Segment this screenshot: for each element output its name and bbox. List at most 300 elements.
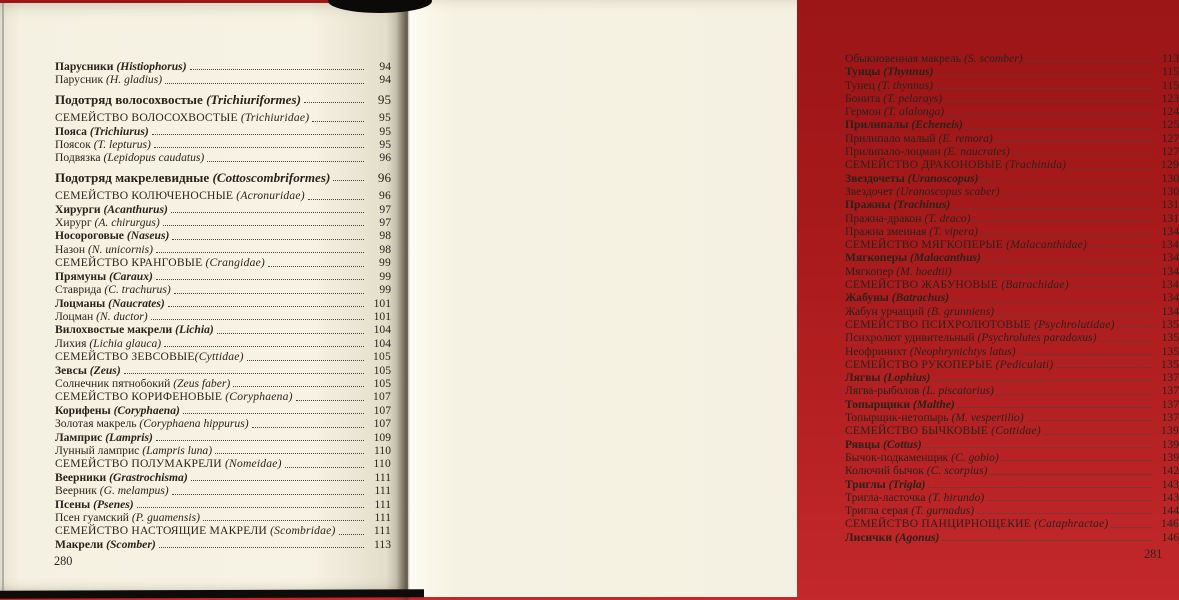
dot-leader [937, 75, 1152, 76]
latin-name: (Pediculati) [995, 357, 1054, 371]
entry-page-number: 105 [373, 363, 391, 377]
entry-title: Веерник (G. melampus) [55, 484, 169, 498]
toc-entry [845, 345, 1179, 358]
dot-leader [154, 147, 364, 148]
entry-page-number: 94 [379, 60, 391, 73]
latin-name: (Caraux) [109, 269, 153, 283]
toc-entry [55, 151, 391, 164]
entry-page-number: 101 [373, 309, 391, 323]
dot-leader [191, 480, 364, 481]
toc-entry [55, 364, 391, 377]
latin-name: (Uranoscopus scaber) [896, 184, 1000, 198]
dot-leader [203, 520, 364, 521]
entry-page-number: 134 [1161, 291, 1179, 305]
entry-page-number: 137 [1161, 384, 1179, 398]
entry-page-number: 105 [373, 350, 391, 364]
dot-leader [953, 208, 1152, 209]
entry-page-number: 142 [1161, 464, 1179, 478]
toc-entry [845, 291, 1179, 304]
toc-entry [55, 457, 391, 470]
dot-leader [171, 212, 364, 213]
latin-name: (Acronuridae) [236, 189, 305, 203]
latin-name: (T. thynnus) [877, 78, 933, 92]
entry-title: Псен гуамский (P. guamensis) [55, 511, 200, 524]
latin-name: (Psychrolutes paradoxus) [977, 331, 1097, 345]
toc-entry [55, 538, 391, 551]
entry-page-number: 134 [1161, 251, 1179, 265]
dot-leader [312, 121, 364, 122]
entry-page-number: 96 [377, 169, 391, 185]
toc-entry [55, 390, 391, 403]
dot-leader [168, 306, 364, 307]
entry-page-number: 131 [1161, 211, 1179, 225]
entry-title: Корифены (Coryphaena) [55, 403, 180, 417]
dot-leader [947, 114, 1152, 115]
dot-leader [952, 301, 1152, 302]
entry-title: Ставрида (C. trachurus) [55, 283, 171, 297]
entry-page-number: 134 [1161, 304, 1179, 318]
latin-name: (Batrachidae) [1001, 278, 1069, 292]
entry-title: Жабун урчащий (B. grunniens) [845, 304, 995, 318]
toc-entry [845, 331, 1179, 344]
toc-entry [845, 398, 1179, 411]
latin-name: (Histiophorus) [116, 60, 187, 73]
entry-title: СЕМЕЙСТВО БЫЧКОВЫЕ (Cottidae) [845, 424, 1041, 438]
latin-name: (Nomeidae) [224, 457, 282, 471]
latin-name: (Coryphaena) [113, 403, 180, 417]
toc-entry [845, 318, 1179, 331]
entry-title: Лунный ламприс (Lampris luna) [55, 443, 213, 457]
latin-name: (Scomber) [106, 537, 156, 551]
latin-name: (Lampris luna) [142, 443, 213, 457]
latin-name: (H. gladius) [106, 73, 163, 87]
entry-title: Колючий бычок (C. scorpius) [845, 464, 988, 478]
toc-entry [845, 424, 1179, 437]
toc-entry [55, 511, 391, 524]
latin-name: (Trichiuridae) [240, 111, 310, 125]
entry-page-number: 115 [1162, 65, 1179, 79]
latin-name: (Agonus) [894, 530, 940, 544]
dot-leader [1069, 168, 1152, 169]
toc-entry [845, 371, 1179, 384]
latin-name: (Uranoscopus) [907, 171, 979, 185]
entry-title: СЕМЕЙСТВО КОЛЮЧЕНОСНЫЕ (Acronuridae) [55, 189, 305, 203]
entry-title: СЕМЕЙСТВО ДРАКОНОВЫЕ (Trachinida) [845, 158, 1067, 172]
entry-page-number: 134 [1161, 264, 1179, 278]
toc-entry [55, 417, 391, 430]
latin-name: (Psychrolutidae) [1034, 317, 1115, 331]
latin-name: (Trachinida) [1005, 158, 1067, 172]
dot-leader [124, 373, 364, 374]
latin-name: (Trigla) [888, 477, 926, 491]
dot-leader [159, 547, 364, 548]
latin-name: (Cottoscombriformes) [212, 169, 331, 185]
entry-page-number: 107 [373, 417, 391, 431]
entry-title: Лисички (Agonus) [845, 530, 940, 544]
toc-entry [845, 225, 1179, 238]
latin-name: (Trichiurus) [89, 124, 149, 138]
entry-title: Парусники (Histiophorus) [55, 60, 187, 73]
toc-entry [845, 132, 1179, 145]
latin-name: (Trichiuriformes) [206, 91, 301, 107]
latin-name: (C. gobio) [951, 450, 999, 464]
dot-leader [1090, 247, 1152, 248]
entry-title: СЕМЕЙСТВО КОРИФЕНОВЫЕ (Coryphaena) [55, 390, 293, 404]
entry-page-number: 129 [1161, 158, 1179, 172]
toc-entry [55, 138, 391, 151]
entry-page-number: 104 [373, 336, 391, 350]
entry-title: Поясок (T. lepturus) [55, 138, 151, 152]
toc-entry [845, 79, 1179, 92]
latin-name: (T. vipera) [929, 224, 978, 238]
latin-name: (Cottus) [882, 437, 922, 451]
latin-name: (P. guamensis) [131, 511, 200, 524]
entry-page-number: 97 [379, 202, 391, 216]
toc-entry [55, 431, 391, 444]
dot-leader [958, 407, 1152, 408]
dot-leader [164, 346, 364, 347]
latin-name: (Neophrynichtys latus) [909, 344, 1016, 358]
entry-title: Подотряд волосохвостые (Trichiuriformes) [55, 91, 301, 107]
latin-name: (T. lepturus) [93, 138, 151, 152]
latin-name: (G. melampus) [99, 484, 169, 498]
entry-title: Жабуны (Batrachus) [845, 291, 950, 305]
latin-name: (B. grunniens) [927, 304, 995, 318]
entry-page-number: 111 [374, 470, 391, 484]
dot-leader [308, 199, 364, 200]
dot-leader [156, 279, 364, 280]
latin-name: (T. draco) [924, 211, 971, 225]
entry-page-number: 123 [1161, 91, 1179, 105]
dot-leader [165, 83, 364, 84]
entry-page-number: 107 [373, 403, 391, 417]
entry-page-number: 135 [1161, 317, 1179, 331]
toc-entry [845, 118, 1179, 131]
toc-list-right [845, 52, 1179, 544]
latin-name: (E. remora) [938, 131, 993, 145]
dot-leader [1026, 61, 1152, 62]
entry-title: Топырщики (Malthe) [845, 397, 955, 411]
entry-title: Пояса (Trichiurus) [55, 124, 149, 138]
latin-name: (E. naucrates) [943, 145, 1010, 159]
dot-leader [984, 261, 1152, 262]
latin-name: (C. scorpius) [926, 464, 988, 478]
toc-entry [845, 278, 1179, 291]
entry-title: Хирурги (Acanthurus) [55, 202, 168, 216]
entry-page-number: 109 [373, 430, 391, 444]
toc-entry [845, 212, 1179, 225]
entry-title: Мягкоперы (Malacanthus) [845, 251, 981, 265]
latin-name: (Lampris) [105, 430, 153, 444]
entry-page-number: 130 [1161, 171, 1179, 185]
dot-leader [925, 447, 1152, 448]
toc-entry [845, 438, 1179, 451]
entry-title: Золотая макрель (Coryphaena hippurus) [55, 417, 249, 431]
entry-title: Топырщик-нетопырь (M. vespertilio) [845, 411, 1024, 425]
toc-entry [845, 491, 1179, 504]
toc-entry [845, 384, 1179, 397]
entry-title: Психролют удивительный (Psychrolutes paradoxus) [845, 331, 1097, 345]
dot-leader [190, 69, 364, 70]
dot-leader [233, 386, 364, 387]
entry-title: Хирург (A. chirurgus) [55, 216, 160, 230]
entry-title: СЕМЕЙСТВО ЖАБУНОВЫЕ (Batrachidae) [845, 278, 1069, 292]
latin-name: (N. ductor) [96, 309, 148, 323]
entry-page-number: 139 [1161, 437, 1179, 451]
entry-page-number: 127 [1161, 145, 1179, 159]
toc-entry [55, 484, 391, 497]
toc-entry [845, 411, 1179, 424]
entry-page-number: 95 [379, 138, 391, 152]
toc-entry [845, 52, 1179, 65]
dot-leader [285, 467, 364, 468]
toc-entry [845, 65, 1179, 78]
latin-name: (Crangidae) [205, 256, 265, 270]
latin-name: (Cyttidae) [194, 350, 244, 364]
entry-page-number: 137 [1161, 371, 1179, 385]
dot-leader [933, 380, 1152, 381]
latin-name: (T. gurnadus) [911, 504, 975, 518]
toc-entry [845, 305, 1179, 318]
toc-entry [55, 256, 391, 269]
latin-name: (L. piscatorius) [922, 384, 994, 398]
entry-page-number: 124 [1161, 105, 1179, 119]
toc-entry [845, 517, 1179, 530]
entry-title: СЕМЕЙСТВО МЯГКОПЕРЫЕ (Malacanthidae) [845, 238, 1088, 252]
dot-leader [172, 494, 364, 495]
latin-name: (Grastrochisma) [109, 470, 188, 484]
entry-page-number: 110 [373, 457, 391, 471]
toc-entry [845, 265, 1179, 278]
entry-page-number: 143 [1161, 477, 1179, 491]
entry-page-number: 101 [373, 296, 391, 310]
entry-page-number: 135 [1161, 331, 1179, 345]
latin-name: (Trachinus) [893, 198, 951, 212]
entry-page-number: 107 [373, 390, 391, 404]
entry-title: Парусник (H. gladius) [55, 73, 163, 87]
dot-leader [942, 540, 1152, 541]
toc-entry [845, 478, 1179, 491]
entry-page-number: 134 [1161, 278, 1179, 292]
entry-page-number: 134 [1161, 224, 1179, 238]
entry-title: Неофринихт (Neophrynichtys latus) [845, 344, 1016, 358]
latin-name: (Zeus faber) [173, 376, 231, 390]
entry-title: Лихия (Lichia glauca) [55, 336, 162, 350]
dot-leader [1003, 194, 1152, 195]
entry-title: Вилохвостые макрели (Lichia) [55, 323, 214, 337]
toc-entry [55, 216, 391, 229]
entry-title: Макрели (Scomber) [55, 537, 156, 551]
entry-title: Гермон (T. alalonga) [845, 105, 945, 119]
entry-title: Мягкопер (M. hoedtii) [845, 264, 952, 278]
toc-entry [55, 125, 391, 138]
entry-page-number: 111 [373, 524, 391, 538]
entry-title: Пражна змеиная (T. vipera) [845, 224, 978, 238]
entry-title: Ламприс (Lampris) [55, 430, 153, 444]
latin-name: (T. alalonga) [883, 105, 945, 119]
dot-leader [928, 487, 1152, 488]
latin-name: (Thynnus) [883, 65, 934, 79]
dot-leader [268, 266, 364, 267]
entry-title: Лоцман (N. ductor) [55, 309, 148, 323]
entry-title: Зевсы (Zeus) [55, 363, 121, 377]
entry-title: Лягвы (Lophius) [845, 371, 931, 385]
entry-page-number: 104 [373, 323, 391, 337]
dot-leader [172, 239, 364, 240]
toc-entry [845, 185, 1179, 198]
latin-name: (A. chirurgus) [94, 216, 160, 230]
toc-entry [845, 531, 1179, 544]
latin-name: (Acanthurus) [103, 202, 168, 216]
entry-title: Назон (N. unicornis) [55, 242, 153, 256]
dot-leader [152, 134, 364, 135]
dot-leader [1056, 367, 1152, 368]
entry-title: Пражны (Trachinus) [845, 198, 951, 212]
toc-entry [845, 504, 1179, 517]
latin-name: (Psenes) [93, 497, 134, 511]
dot-leader [966, 128, 1152, 129]
dot-leader [247, 360, 364, 361]
entry-page-number: 110 [374, 443, 391, 457]
latin-name: (M. vespertilio) [951, 411, 1024, 425]
dot-leader [333, 180, 364, 181]
dot-leader [982, 181, 1152, 182]
latin-name: (Cottidae) [991, 424, 1041, 438]
latin-name: (Lichia) [175, 323, 214, 337]
dot-leader [936, 88, 1152, 89]
dot-leader [137, 507, 364, 508]
page-number-right: 281 [1144, 547, 1163, 561]
toc-entry [845, 145, 1179, 158]
latin-name: (T. hirundo) [928, 490, 985, 504]
dot-leader [183, 413, 364, 414]
dot-leader [163, 225, 364, 226]
entry-title: СЕМЕЙСТВО ПОЛУМАКРЕЛИ (Nomeidae) [55, 457, 282, 471]
latin-name: (Echeneis) [911, 118, 963, 132]
entry-page-number: 127 [1161, 131, 1179, 145]
left-page [0, 3, 408, 591]
toc-entry [845, 92, 1179, 105]
dot-leader [990, 474, 1152, 475]
entry-title: СЕМЕЙСТВО ПАНЦИРНОЩЕКИЕ (Cataphractae) [845, 517, 1109, 531]
dot-leader [252, 427, 364, 428]
toc-entry [55, 229, 391, 242]
dot-leader [215, 453, 364, 454]
entry-title: Солнечник пятнобокий (Zeus faber) [55, 376, 231, 390]
latin-name: (S. scomber) [963, 52, 1023, 65]
dot-leader [217, 333, 364, 334]
entry-title: СЕМЕЙСТВО КРАНГОВЫЕ (Crangidae) [55, 256, 265, 270]
entry-title: Тригла серая (T. gurnadus) [845, 504, 975, 518]
toc-entry [55, 111, 391, 124]
dot-leader [981, 234, 1152, 235]
latin-name: (Malthe) [912, 397, 955, 411]
entry-page-number: 95 [379, 124, 391, 138]
toc-entry [55, 404, 391, 417]
latin-name: (T. pelarays) [883, 91, 943, 105]
entry-page-number: 96 [379, 189, 391, 203]
entry-page-number: 95 [379, 111, 391, 125]
entry-title: Обыкновенная макрель (S. scomber) [845, 52, 1023, 65]
dot-leader [1019, 354, 1152, 355]
entry-title: Тунцы (Thynnus) [845, 65, 934, 79]
toc-entry [55, 189, 391, 202]
latin-name: (Lophius) [883, 371, 931, 385]
toc-entry [845, 105, 1179, 118]
entry-page-number: 98 [379, 242, 391, 256]
toc-entry [845, 238, 1179, 251]
entry-title: Веерники (Grastrochisma) [55, 470, 188, 484]
latin-name: (Malacanthidae) [1006, 238, 1088, 252]
latin-name: (Coryphaena) [225, 390, 293, 404]
entry-page-number: 137 [1161, 397, 1179, 411]
entry-page-number: 113 [374, 537, 391, 551]
dot-leader [997, 394, 1152, 395]
toc-entry [55, 337, 391, 350]
entry-page-number: 96 [379, 151, 391, 165]
entry-page-number: 146 [1161, 517, 1179, 531]
entry-page-number: 144 [1161, 504, 1179, 518]
toc-entry [55, 283, 391, 296]
entry-page-number: 94 [379, 73, 391, 87]
latin-name: (Naseus) [126, 229, 170, 243]
latin-name: (Batrachus) [891, 291, 950, 305]
entry-page-number: 113 [1162, 52, 1179, 65]
entry-page-number: 139 [1161, 424, 1179, 438]
entry-page-number: 105 [373, 376, 391, 390]
dot-leader [304, 102, 364, 103]
toc-entry [55, 471, 391, 484]
entry-title: Триглы (Trigla) [845, 477, 926, 491]
entry-title: Подвязка (Lepidopus caudatus) [55, 151, 205, 165]
toc-entry [55, 350, 391, 363]
dot-leader [207, 161, 364, 162]
entry-page-number: 139 [1161, 450, 1179, 464]
latin-name: (Cataphractae) [1034, 517, 1109, 531]
toc-entry [55, 444, 391, 457]
entry-page-number: 95 [377, 91, 391, 107]
entry-page-number: 137 [1161, 411, 1179, 425]
dot-leader [1013, 154, 1152, 155]
entry-title: Прилипало-лоцман (E. naucrates) [845, 145, 1010, 159]
toc-entry [845, 451, 1179, 464]
entry-title: СЕМЕЙСТВО ВОЛОСОХВОСТЫЕ (Trichiuridae) [55, 111, 310, 125]
latin-name: (C. trachurus) [104, 283, 171, 297]
entry-title: Рявцы (Cottus) [845, 437, 922, 451]
entry-title: Прилипало малый (E. remora) [845, 131, 993, 145]
dot-leader [1002, 460, 1152, 461]
toc-entry [845, 251, 1179, 264]
entry-page-number: 111 [374, 511, 391, 524]
dot-leader [174, 293, 364, 294]
latin-name: (Naucrates) [108, 296, 165, 310]
toc-entry [845, 358, 1179, 371]
toc-entry [55, 73, 391, 86]
toc-entry [55, 524, 391, 537]
entry-page-number: 146 [1161, 530, 1179, 544]
toc-entry [845, 158, 1179, 171]
dot-leader [997, 314, 1152, 315]
page-number-left: 280 [54, 554, 73, 568]
entry-title: Тунец (T. thynnus) [845, 78, 933, 92]
dot-leader [156, 440, 364, 441]
toc-entry [55, 310, 391, 323]
dot-leader [1099, 341, 1152, 342]
latin-name: (Lichia glauca) [89, 336, 162, 350]
entry-page-number: 131 [1161, 198, 1179, 212]
entry-title: Звездочет (Uranoscopus scaber) [845, 184, 1000, 198]
entry-title: Подотряд макрелевидные (Cottoscombriformes) [55, 169, 331, 185]
